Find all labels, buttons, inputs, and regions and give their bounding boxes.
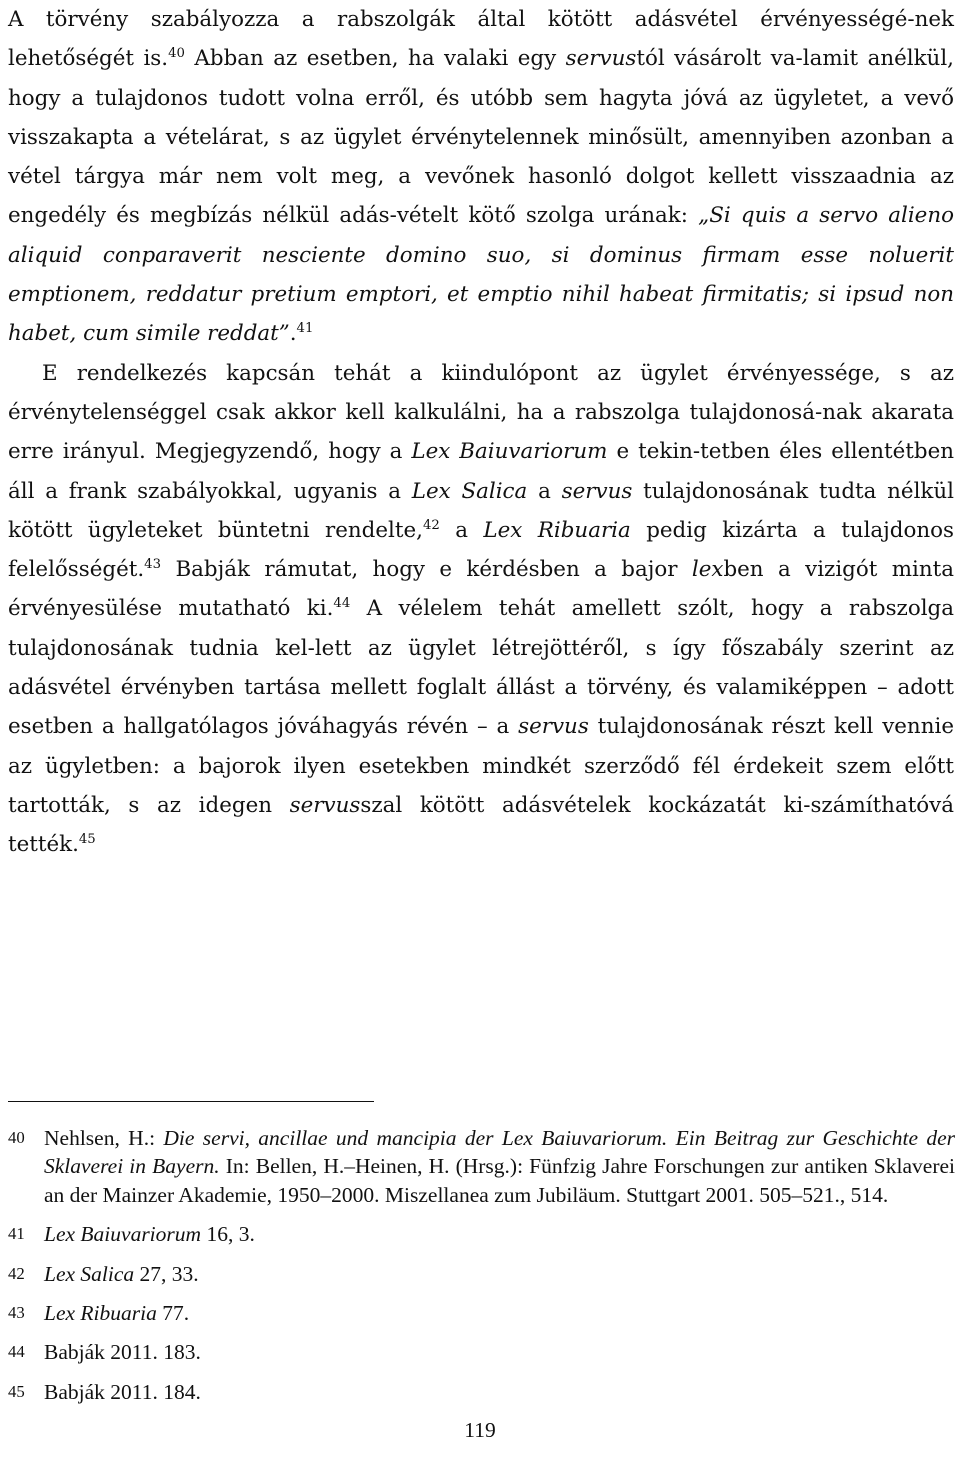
footnote-40 <box>8 1124 955 1209</box>
footnote-title: Lex Salica <box>44 1261 135 1286</box>
text-run: A törvény szabályozza a rabszolgák által kötött adásvétel érvényességé-nek lehetőségét is. <box>8 7 954 72</box>
text-run: pedig kizárta a tulajdonos felelősségét. <box>8 517 954 583</box>
footnote-number: 43 <box>8 1303 25 1323</box>
footnote-number: 45 <box>8 1381 25 1401</box>
italic-term: lex <box>691 557 724 583</box>
text-run: A vélelem tehát amellett szólt, hogy a rabszolga tulajdonosának tudnia kel-lett az ügylet létrejöttéről, s így főszabály szerint az adásvétel érvényben tartása mellett foglalt állást a törvény, és valamiképpen – adott esetben a hallgatólagos jóváhagyás révén – a <box>8 596 954 740</box>
footnote-text: Babják 2011. 184. <box>44 1379 201 1404</box>
footnote-text: In: Bellen, H.–Heinen, H. (Hrsg.): Fünfzig Jahre Forschungen zur antiken Sklaverei an der Mainzer Akademie, 1950–2000. Miszellanea zum Jubiläum. Stuttgart 2001. 505–521., 514. <box>44 1154 955 1207</box>
footnote-ref-45: 45 <box>78 832 96 848</box>
text-run: tól vásárolt va-lamit anélkül, hogy a tulajdonos tudott volna erről, és utóbb sem hagyta jóvá az ügyletet, a vevő visszakapta a vételárat, s az ügylet érvénytelennek minősült, amennyiben azonban a vétel tárgya már nem volt meg, a vevőnek hasonló dolgot kellett visszaadnia az engedély és megbízás nélkül adás-vételt kötő szolga urának: <box>8 46 954 229</box>
text-run: E rendelkezés kapcsán tehát a kiindulópont az ügylet érvényessége, s az érvénytelenséggel csak akkor kell kalkulálni, ha a rabszolga tulajdonosá-nak akarata erre irányul. Megjegyzendő, hogy a <box>8 360 954 465</box>
italic-term: servus <box>518 714 589 740</box>
text-run: e tekin-tetben éles ellentétben áll a frank szabályokkal, ugyanis a <box>8 439 955 504</box>
text-run: Abban az esetben, ha valaki egy <box>184 46 566 72</box>
italic-term: Lex Baiuvariorum <box>411 439 608 465</box>
latin-quote: „Si quis a servo alieno aliquid conparaverit nesciente domino suo, si dominus firmam esse noluerit emptionem, reddatur pretium emptori, et emptio nihil habeat firmitatis; si ipsud non habet, cum simile reddat” <box>8 203 954 347</box>
text-run: a <box>527 478 562 504</box>
text-run: Babják rámutat, hogy e kérdésben a bajor <box>161 557 692 583</box>
text-run: tulajdonosának tudta nélkül kötött ügyleteket büntetni rendelte, <box>8 478 954 543</box>
footnote-44 <box>8 1338 955 1366</box>
footnote-42 <box>8 1260 955 1288</box>
footnote-number: 42 <box>8 1263 25 1283</box>
italic-term: Lex Salica <box>411 478 528 504</box>
footnote-text: 16, 3. <box>201 1222 255 1247</box>
footnote-ref-42: 42 <box>422 517 440 533</box>
paragraph-2 <box>8 354 954 865</box>
footnote-text: 77. <box>156 1301 190 1326</box>
footnote-ref-40: 40 <box>168 46 185 62</box>
footnote-ref-41: 41 <box>296 321 314 337</box>
footnotes <box>8 1124 955 1406</box>
footnote-41 <box>8 1220 955 1248</box>
paragraph-1 <box>8 0 954 354</box>
footnote-43 <box>8 1299 955 1327</box>
footnote-ref-43: 43 <box>144 556 162 572</box>
text-run: a <box>439 517 484 543</box>
footnote-title: Lex Baiuvariorum <box>44 1222 202 1247</box>
footnote-title: Lex Ribuaria <box>44 1301 157 1326</box>
italic-term: Lex Ribuaria <box>483 517 631 543</box>
footnote-text: Nehlsen, H.: <box>44 1126 164 1150</box>
main-text <box>8 0 954 865</box>
footnote-title: Die servi, ancillae und mancipia der Lex Baiuvariorum. Ein Beitrag zur Geschichte der Sklaverei in Bayern. <box>44 1126 956 1179</box>
italic-term: servus <box>289 792 361 818</box>
text-run: ben a vizigót minta érvényesülése mutatható ki. <box>8 557 954 622</box>
footnote-number: 41 <box>8 1224 25 1244</box>
footnote-separator <box>8 1101 374 1102</box>
italic-term: servus <box>565 46 637 72</box>
page-body <box>8 0 954 865</box>
footnote-ref-44: 44 <box>333 596 351 612</box>
text-run: tulajdonosának részt kell vennie az ügyletben: a bajorok ilyen esetekben mindkét szerződő fél érdekeit szem előtt tartották, s az idegen <box>8 714 954 818</box>
page-number: 119 <box>464 1418 496 1442</box>
text-run: . <box>289 321 297 347</box>
footnote-text: Babják 2011. 183. <box>44 1340 201 1365</box>
text-run: szal kötött adásvételek kockázatát ki-számíthatóvá tették. <box>8 792 955 858</box>
footnote-number: 40 <box>8 1128 25 1147</box>
footnote-text: 27, 33. <box>134 1261 199 1286</box>
footnote-number: 44 <box>8 1342 25 1362</box>
footnote-45 <box>8 1378 955 1406</box>
italic-term: servus <box>561 478 633 504</box>
